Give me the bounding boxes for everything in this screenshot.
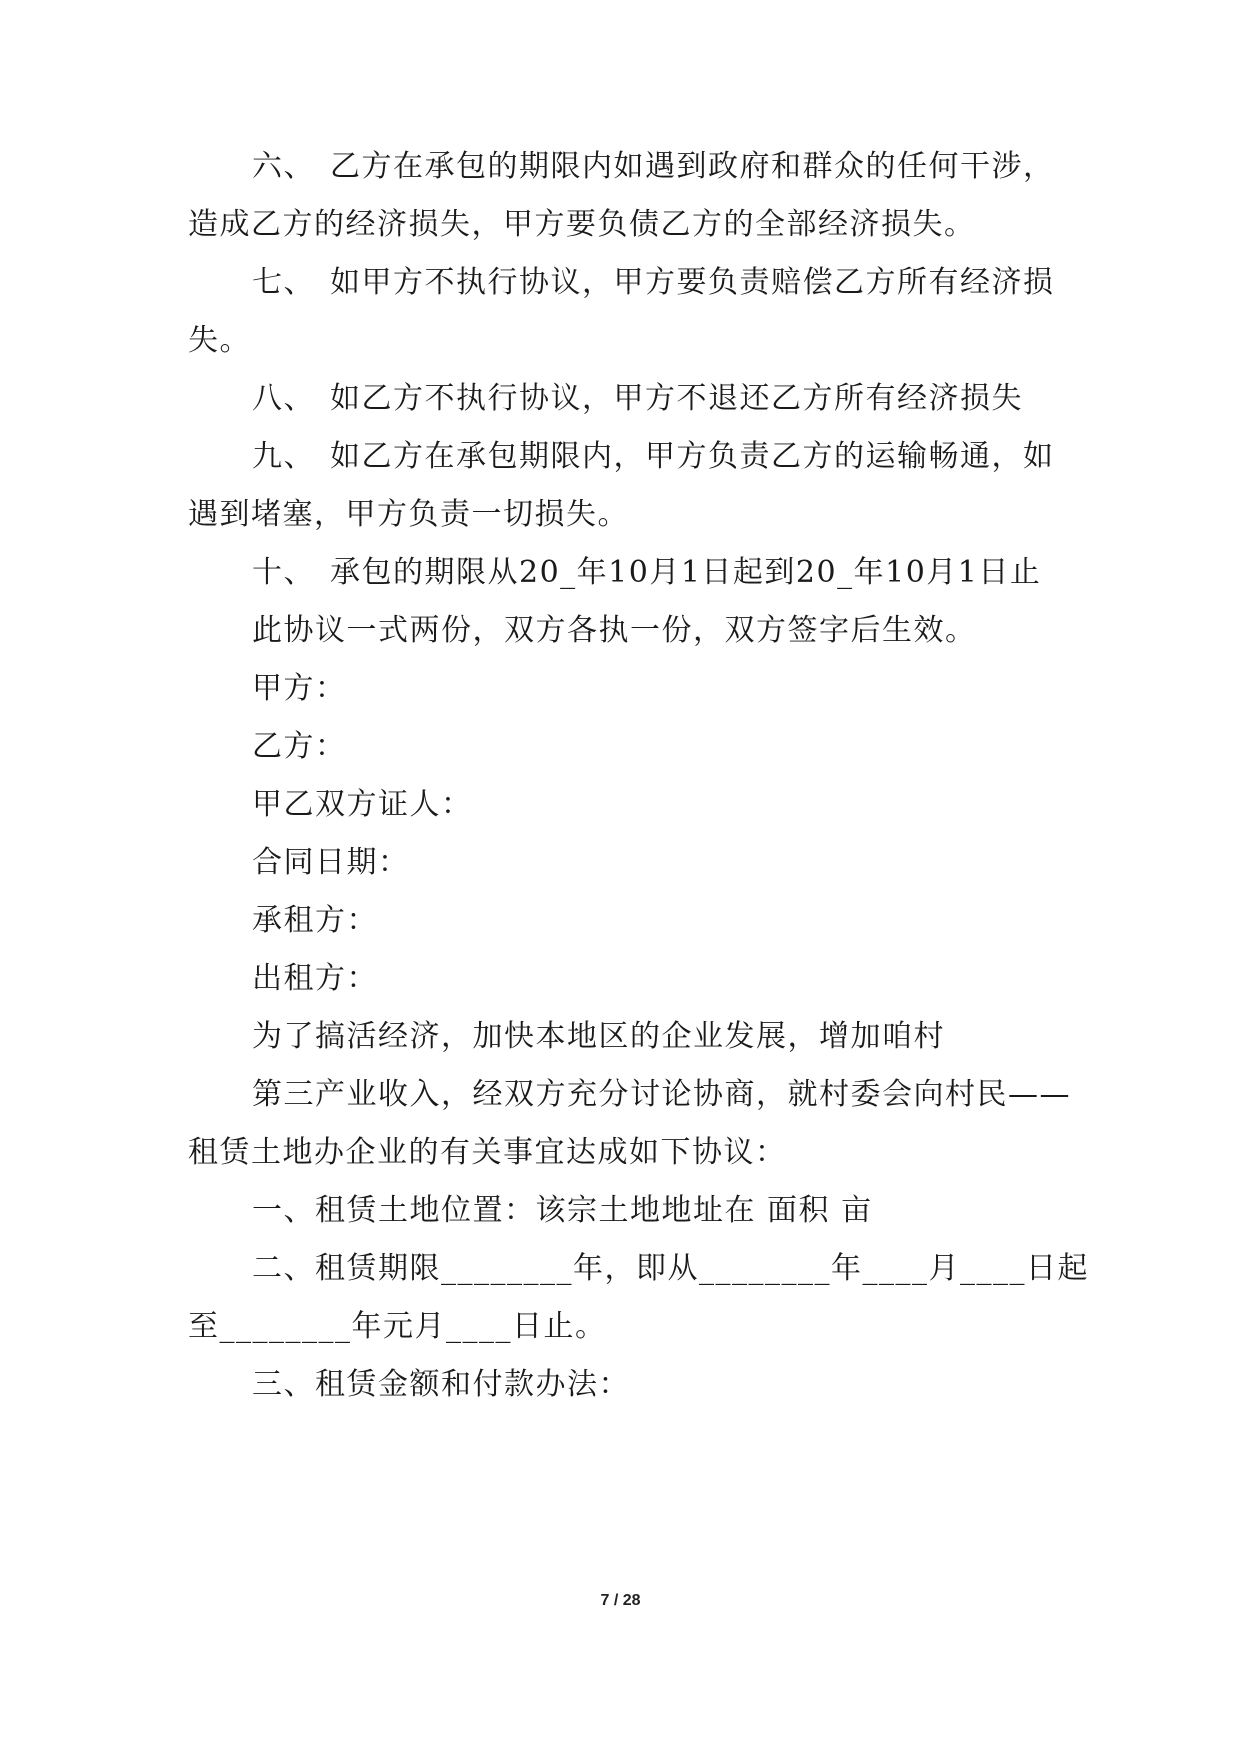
clause-text: 乙方在承包的期限内如遇到政府和群众的任何干涉， — [330, 149, 1055, 184]
clause-9-line-1 — [252, 437, 1132, 477]
agreement-copies-line: 此协议一式两份，双方各执一份，双方签字后生效。 — [252, 613, 977, 648]
clause-text: 如乙方不执行协议，甲方不退还乙方所有经济损失 — [330, 381, 1023, 416]
lease-term-line-2: 至________年元月____日止。 — [188, 1309, 607, 1344]
clause-number: 八、 — [252, 381, 315, 416]
clause-7-line-2: 失。 — [188, 323, 251, 358]
clause-text: 如甲方不执行协议，甲方要负责赔偿乙方所有经济损 — [330, 265, 1055, 300]
party-a-signature-label: 甲方： — [252, 671, 347, 706]
preamble-line-1: 为了搞活经济，加快本地区的企业发展，增加咱村 — [252, 1019, 945, 1054]
clause-number: 九、 — [252, 439, 315, 474]
clause-text: 如乙方在承包期限内，甲方负责乙方的运输畅通，如 — [330, 439, 1055, 474]
clause-7-line-1 — [252, 263, 1132, 303]
clause-10-line-1 — [252, 553, 1132, 593]
witness-label: 甲乙双方证人： — [252, 787, 473, 822]
lease-location-line: 一、租赁土地位置：该宗土地地址在 面积 亩 — [252, 1193, 873, 1228]
preamble-line-3: 租赁土地办企业的有关事宜达成如下协议： — [188, 1135, 787, 1170]
party-b-signature-label: 乙方： — [252, 729, 347, 764]
page-number: 7 / 28 — [600, 1592, 641, 1609]
lease-term-line-1: 二、租赁期限________年，即从________年____月____日起 — [252, 1251, 1089, 1286]
lessee-label: 承租方： — [252, 903, 378, 938]
clause-9-line-2: 遇到堵塞，甲方负责一切损失。 — [188, 497, 629, 532]
clause-number: 十、 — [252, 555, 315, 590]
clause-8-line-1 — [252, 379, 1132, 419]
lessor-label: 出租方： — [252, 961, 378, 996]
clause-number: 六、 — [252, 149, 315, 184]
clause-number: 七、 — [252, 265, 315, 300]
lease-payment-line: 三、租赁金额和付款办法： — [252, 1367, 630, 1402]
contract-date-label: 合同日期： — [252, 845, 410, 880]
preamble-line-2: 第三产业收入，经双方充分讨论协商，就村委会向村民—— — [252, 1077, 1071, 1112]
clause-6-line-1 — [252, 147, 1132, 187]
clause-6-line-2: 造成乙方的经济损失，甲方要负债乙方的全部经济损失。 — [188, 207, 976, 242]
clause-text: 承包的期限从20_年10月1日起到20_年10月1日止 — [330, 555, 1042, 590]
